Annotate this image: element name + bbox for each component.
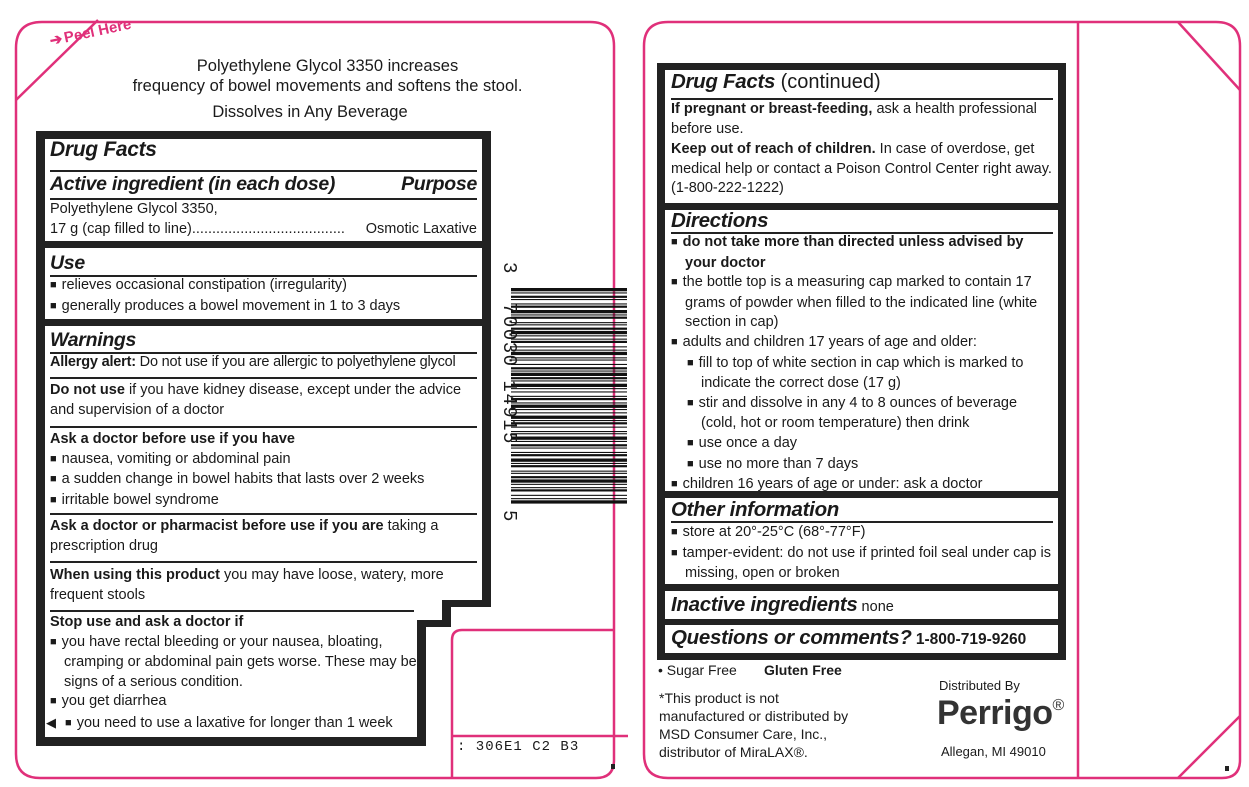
list-item: ■ use no more than 7 days — [687, 455, 1056, 476]
stop-use-section — [50, 613, 420, 713]
barcode-digit-top: 3 — [498, 262, 520, 274]
rule — [50, 377, 477, 379]
ask-doctor-section — [50, 430, 477, 511]
warnings-section — [50, 329, 477, 352]
barcode-digits: 70030 14915 — [498, 303, 520, 445]
peel-here-label[interactable]: ➔Peel Here — [48, 15, 133, 50]
list-item: ■ use once a day — [687, 434, 1056, 455]
keep-out-of-reach: Keep out of reach of children. In case of overdose, get medical help or contact a Poison Control Center right away. (1-800-222-1222) — [671, 141, 1052, 197]
rule — [50, 513, 477, 515]
list-item: ■ the bottle top is a measuring cap marked to contain 17 grams of powder when filled to the indicated line (white section in cap) — [671, 273, 1056, 333]
arrow-left-icon: ➔ — [48, 30, 65, 50]
active-line-1: Polyethylene Glycol 3350, — [50, 201, 218, 217]
do-not-use: Do not use if you have kidney disease, except under the advice and supervision of a doctor — [50, 382, 462, 418]
list-item: ■ generally produces a bowel movement in 1 to 3 days — [50, 297, 477, 318]
list-item: ■ children 16 years of age or under: ask a doctor — [671, 475, 1056, 496]
questions-comments — [671, 626, 1061, 650]
rule — [50, 426, 477, 428]
other-information-heading: Other information — [671, 498, 840, 521]
continued-title — [671, 70, 1056, 94]
list-item: ■ you have rectal bleeding or your nausea, bloating, cramping or abdominal pain gets worse. These may be signs of a serious condition. — [50, 633, 420, 693]
stop-use-last-item — [46, 713, 426, 735]
inactive-ingredients-value: none — [857, 599, 894, 615]
list-item: ■ irritable bowel syndrome — [50, 491, 477, 512]
warnings-heading: Warnings — [50, 329, 137, 351]
lot-code: : 306E1 C2 B3 — [457, 739, 580, 755]
active-ingredient-header — [50, 173, 477, 196]
other-information-section — [671, 498, 1056, 522]
list-item: ■ nausea, vomiting or abdominal pain — [50, 450, 477, 471]
disclaimer-text: *This product is not manufactured or distributed by MSD Consumer Care, Inc., distributor of MiraLAX®. — [659, 690, 849, 760]
list-item: ■ a sudden change in bowel habits that lasts over 2 weeks — [50, 470, 477, 491]
claim-line-2: frequency of bowel movements and softens the stool. — [132, 77, 523, 95]
ask-doctor-heading: Ask a doctor before use if you have — [50, 431, 295, 447]
list-item: ■ do not take more than directed unless advised by your doctor — [671, 233, 1056, 273]
directions-section — [671, 209, 1056, 233]
use-section — [50, 252, 477, 275]
list-item: ■ store at 20°-25°C (68°-77°F) — [671, 523, 1056, 544]
inactive-ingredients — [671, 593, 1056, 618]
use-heading: Use — [50, 252, 85, 274]
pregnancy-warning: If pregnant or breast-feeding, ask a health professional before use. — [671, 101, 1037, 137]
distributed-by: Distributed By — [939, 678, 1020, 693]
rule — [50, 610, 414, 612]
distributor-address: Allegan, MI 49010 — [941, 744, 1046, 759]
allergy-alert: Allergy alert: Do not use if you are allergic to polyethylene glycol — [50, 354, 456, 370]
active-ingredient-heading: Active ingredient (in each dose) — [50, 173, 336, 195]
continued-suffix: (continued) — [775, 71, 881, 93]
use-list — [50, 276, 477, 317]
ask-pharmacist: Ask a doctor or pharmacist before use if you are taking a prescription drug — [50, 518, 439, 554]
list-item: ■ relieves occasional constipation (irregularity) — [50, 276, 477, 297]
drug-facts-title: Drug Facts — [50, 138, 157, 161]
gluten-free-claim: Gluten Free — [764, 662, 842, 678]
directions-list — [671, 233, 1056, 496]
stop-use-heading: Stop use and ask a doctor if — [50, 614, 244, 630]
other-information-list — [671, 523, 1056, 584]
purpose-heading: Purpose — [401, 173, 477, 195]
questions-phone: 1-800-719-9260 — [911, 631, 1027, 648]
perrigo-logo: Perrigo® — [937, 694, 1064, 732]
claim-line-1: Polyethylene Glycol 3350 increases — [196, 57, 459, 75]
active-line-2: 17 g (cap filled to line)...................................... — [50, 220, 345, 237]
list-item: ■ tamper-evident: do not use if printed foil seal under cap is missing, open or broken — [671, 544, 1056, 584]
sugar-free-claim: • Sugar Free — [658, 662, 737, 678]
list-item: ■ adults and children 17 years of age and older: — [671, 333, 1056, 354]
rule — [50, 561, 477, 563]
upc-barcode — [511, 288, 627, 504]
product-claim — [100, 56, 555, 96]
beverage-claim: Dissolves in Any Beverage — [212, 103, 408, 121]
drug-facts-title: Drug Facts — [671, 70, 776, 93]
questions-heading: Questions or comments? — [671, 626, 912, 649]
list-item: ■ stir and dissolve in any 4 to 8 ounces of beverage (cold, hot or room temperature) then drink — [687, 394, 1056, 434]
caret-left-icon: ◀ — [46, 715, 56, 730]
purpose-value: Osmotic Laxative — [365, 220, 477, 237]
directions-heading: Directions — [671, 209, 769, 232]
list-item: ■ fill to top of white section in cap which is marked to indicate the correct dose (17 g) — [687, 354, 1056, 394]
when-using: When using this product you may have loose, watery, more frequent stools — [50, 567, 444, 603]
barcode-digit-bottom: 5 — [498, 510, 520, 522]
active-ingredient-text — [50, 200, 477, 239]
list-item: ■ you get diarrhea — [50, 692, 420, 713]
rule — [50, 170, 477, 172]
drug-facts-section — [50, 138, 480, 162]
list-item: ■ you need to use a laxative for longer than 1 week — [65, 715, 393, 731]
inactive-ingredients-heading: Inactive ingredients — [671, 593, 858, 616]
